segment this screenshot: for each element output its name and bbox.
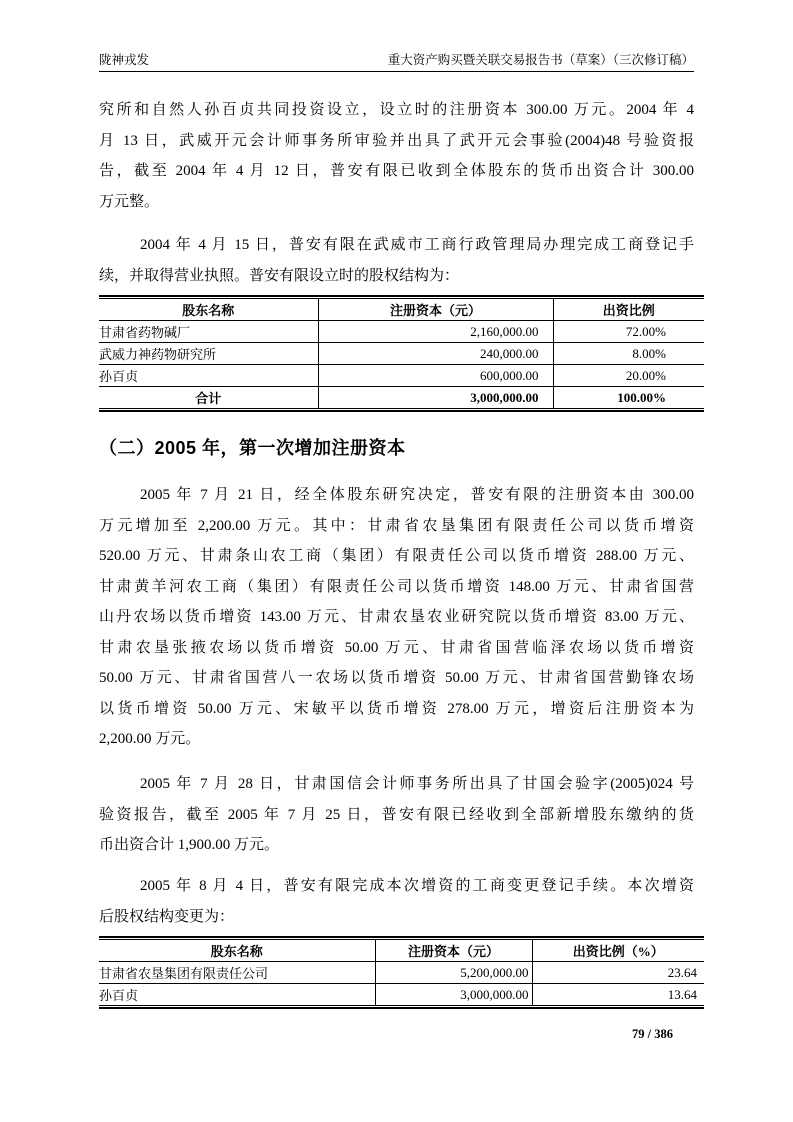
paragraph-capital-increase <box>99 480 694 755</box>
cell-total-ratio: 100.00% <box>617 389 666 405</box>
paragraph-line: 520.00 万元、甘肃条山农工商（集团）有限责任公司以货币增资 288.00 万元、 <box>99 548 694 564</box>
paragraph-line: 山丹农场以货币增资 143.00 万元、甘肃农垦农业研究院以货币增资 83.00 万元、 <box>99 609 694 625</box>
header-divider-rule <box>99 71 694 72</box>
column-header-ratio: 出资比例 <box>553 299 704 321</box>
paragraph-line: 以货币增资 50.00 万元、宋敏平以货币增资 278.00 万元，增资后注册资本为 <box>99 700 694 717</box>
column-header-capital: 注册资本（元） <box>318 299 553 321</box>
paragraph-registration <box>99 230 694 291</box>
paragraph-line: 验资报告，截至 2005 年 7 月 25 日，普安有限已经收到全部新增股东缴纳的货 <box>99 806 694 823</box>
paragraph-line: 币出资合计 1,900.00 万元。 <box>99 837 280 853</box>
table-header-row <box>99 940 704 962</box>
cell-shareholder: 孙百贞 <box>99 984 375 1006</box>
paragraph-line: 告，截至 2004 年 4 月 12 日，普安有限已收到全体股东的货币出资合计 300.00 <box>99 163 694 179</box>
paragraph-line: 续，并取得营业执照。普安有限设立时的股权结构为： <box>99 267 460 284</box>
section-heading: （二）2005 年，第一次增加注册资本 <box>99 438 406 458</box>
table-row <box>99 365 704 387</box>
paragraph-line: 月 13 日，武威开元会计师事务所审验并出具了武开元会事验(2004)48 号验资报 <box>99 132 694 149</box>
paragraph-line: 甘肃农垦张掖农场以货币增资 50.00 万元、甘肃省国营临泽农场以货币增资 <box>99 639 694 656</box>
cell-ratio: 20.00% <box>553 365 704 387</box>
cell-capital: 600,000.00 <box>318 365 553 387</box>
paragraph-line: 2004 年 4 月 15 日，普安有限在武威市工商行政管理局办理完成工商登记手 <box>140 237 694 253</box>
column-header-ratio: 出资比例（%） <box>532 940 704 962</box>
cell-capital: 2,160,000.00 <box>318 321 553 343</box>
shareholding-table-after-increase <box>99 936 704 1009</box>
paragraph-line: 究所和自然人孙百贞共同投资设立，设立时的注册资本 300.00 万元。2004 年 4 <box>99 102 694 118</box>
column-header-shareholder: 股东名称 <box>99 940 375 962</box>
paragraph-line: 2005 年 7 月 28 日，甘肃国信会计师事务所出具了甘国会验字(2005)024 号 <box>140 776 694 792</box>
paragraph-registration-change <box>99 871 694 932</box>
cell-shareholder: 甘肃省农垦集团有限责任公司 <box>99 962 375 984</box>
page-number: 79 / 386 <box>632 1027 673 1041</box>
cell-total-capital: 3,000,000.00 <box>318 387 553 409</box>
cell-ratio: 72.00% <box>553 321 704 343</box>
cell-capital: 240,000.00 <box>318 343 553 365</box>
paragraph-line: 万元整。 <box>99 193 160 210</box>
cell-total-label: 合计 <box>99 387 318 409</box>
cell-shareholder: 甘肃省药物碱厂 <box>99 321 318 343</box>
cell-capital: 5,200,000.00 <box>375 962 532 984</box>
paragraph-line: 万元增加至 2,200.00 万元。其中：甘肃省农垦集团有限责任公司以货币增资 <box>99 517 694 534</box>
column-header-capital: 注册资本（元） <box>375 940 532 962</box>
cell-capital: 3,000,000.00 <box>375 984 532 1006</box>
column-header-shareholder: 股东名称 <box>99 299 318 321</box>
table-row <box>99 343 704 365</box>
paragraph-line: 2005 年 8 月 4 日，普安有限完成本次增资的工商变更登记手续。本次增资 <box>140 878 694 894</box>
shareholding-table-establishment <box>99 295 704 412</box>
cell-shareholder: 武威力神药物研究所 <box>99 343 318 365</box>
table-row <box>99 962 704 984</box>
paragraph-line: 甘肃黄羊河农工商（集团）有限责任公司以货币增资 148.00 万元、甘肃省国营 <box>99 578 694 595</box>
table-row <box>99 321 704 343</box>
table-total-row <box>99 387 704 409</box>
cell-ratio: 23.64 <box>532 962 704 984</box>
paragraph-line: 2,200.00 万元。 <box>99 731 201 747</box>
paragraph-establishment <box>99 95 694 217</box>
header-company-short-name: 陇神戎发 <box>99 53 150 67</box>
cell-ratio: 13.64 <box>667 986 697 1002</box>
table-header-row <box>99 299 704 321</box>
paragraph-capital-verification <box>99 769 694 861</box>
cell-ratio: 8.00% <box>553 343 704 365</box>
cell-shareholder: 孙百贞 <box>99 365 318 387</box>
table-row <box>99 984 704 1006</box>
header-report-title: 重大资产购买暨关联交易报告书（草案）（三次修订稿） <box>387 53 694 67</box>
paragraph-line: 50.00 万元、甘肃省国营八一农场以货币增资 50.00 万元、甘肃省国营勤锋农场 <box>99 670 694 686</box>
paragraph-line: 2005 年 7 月 21 日，经全体股东研究决定，普安有限的注册资本由 300.00 <box>140 487 694 503</box>
paragraph-line: 后股权结构变更为： <box>99 908 235 925</box>
